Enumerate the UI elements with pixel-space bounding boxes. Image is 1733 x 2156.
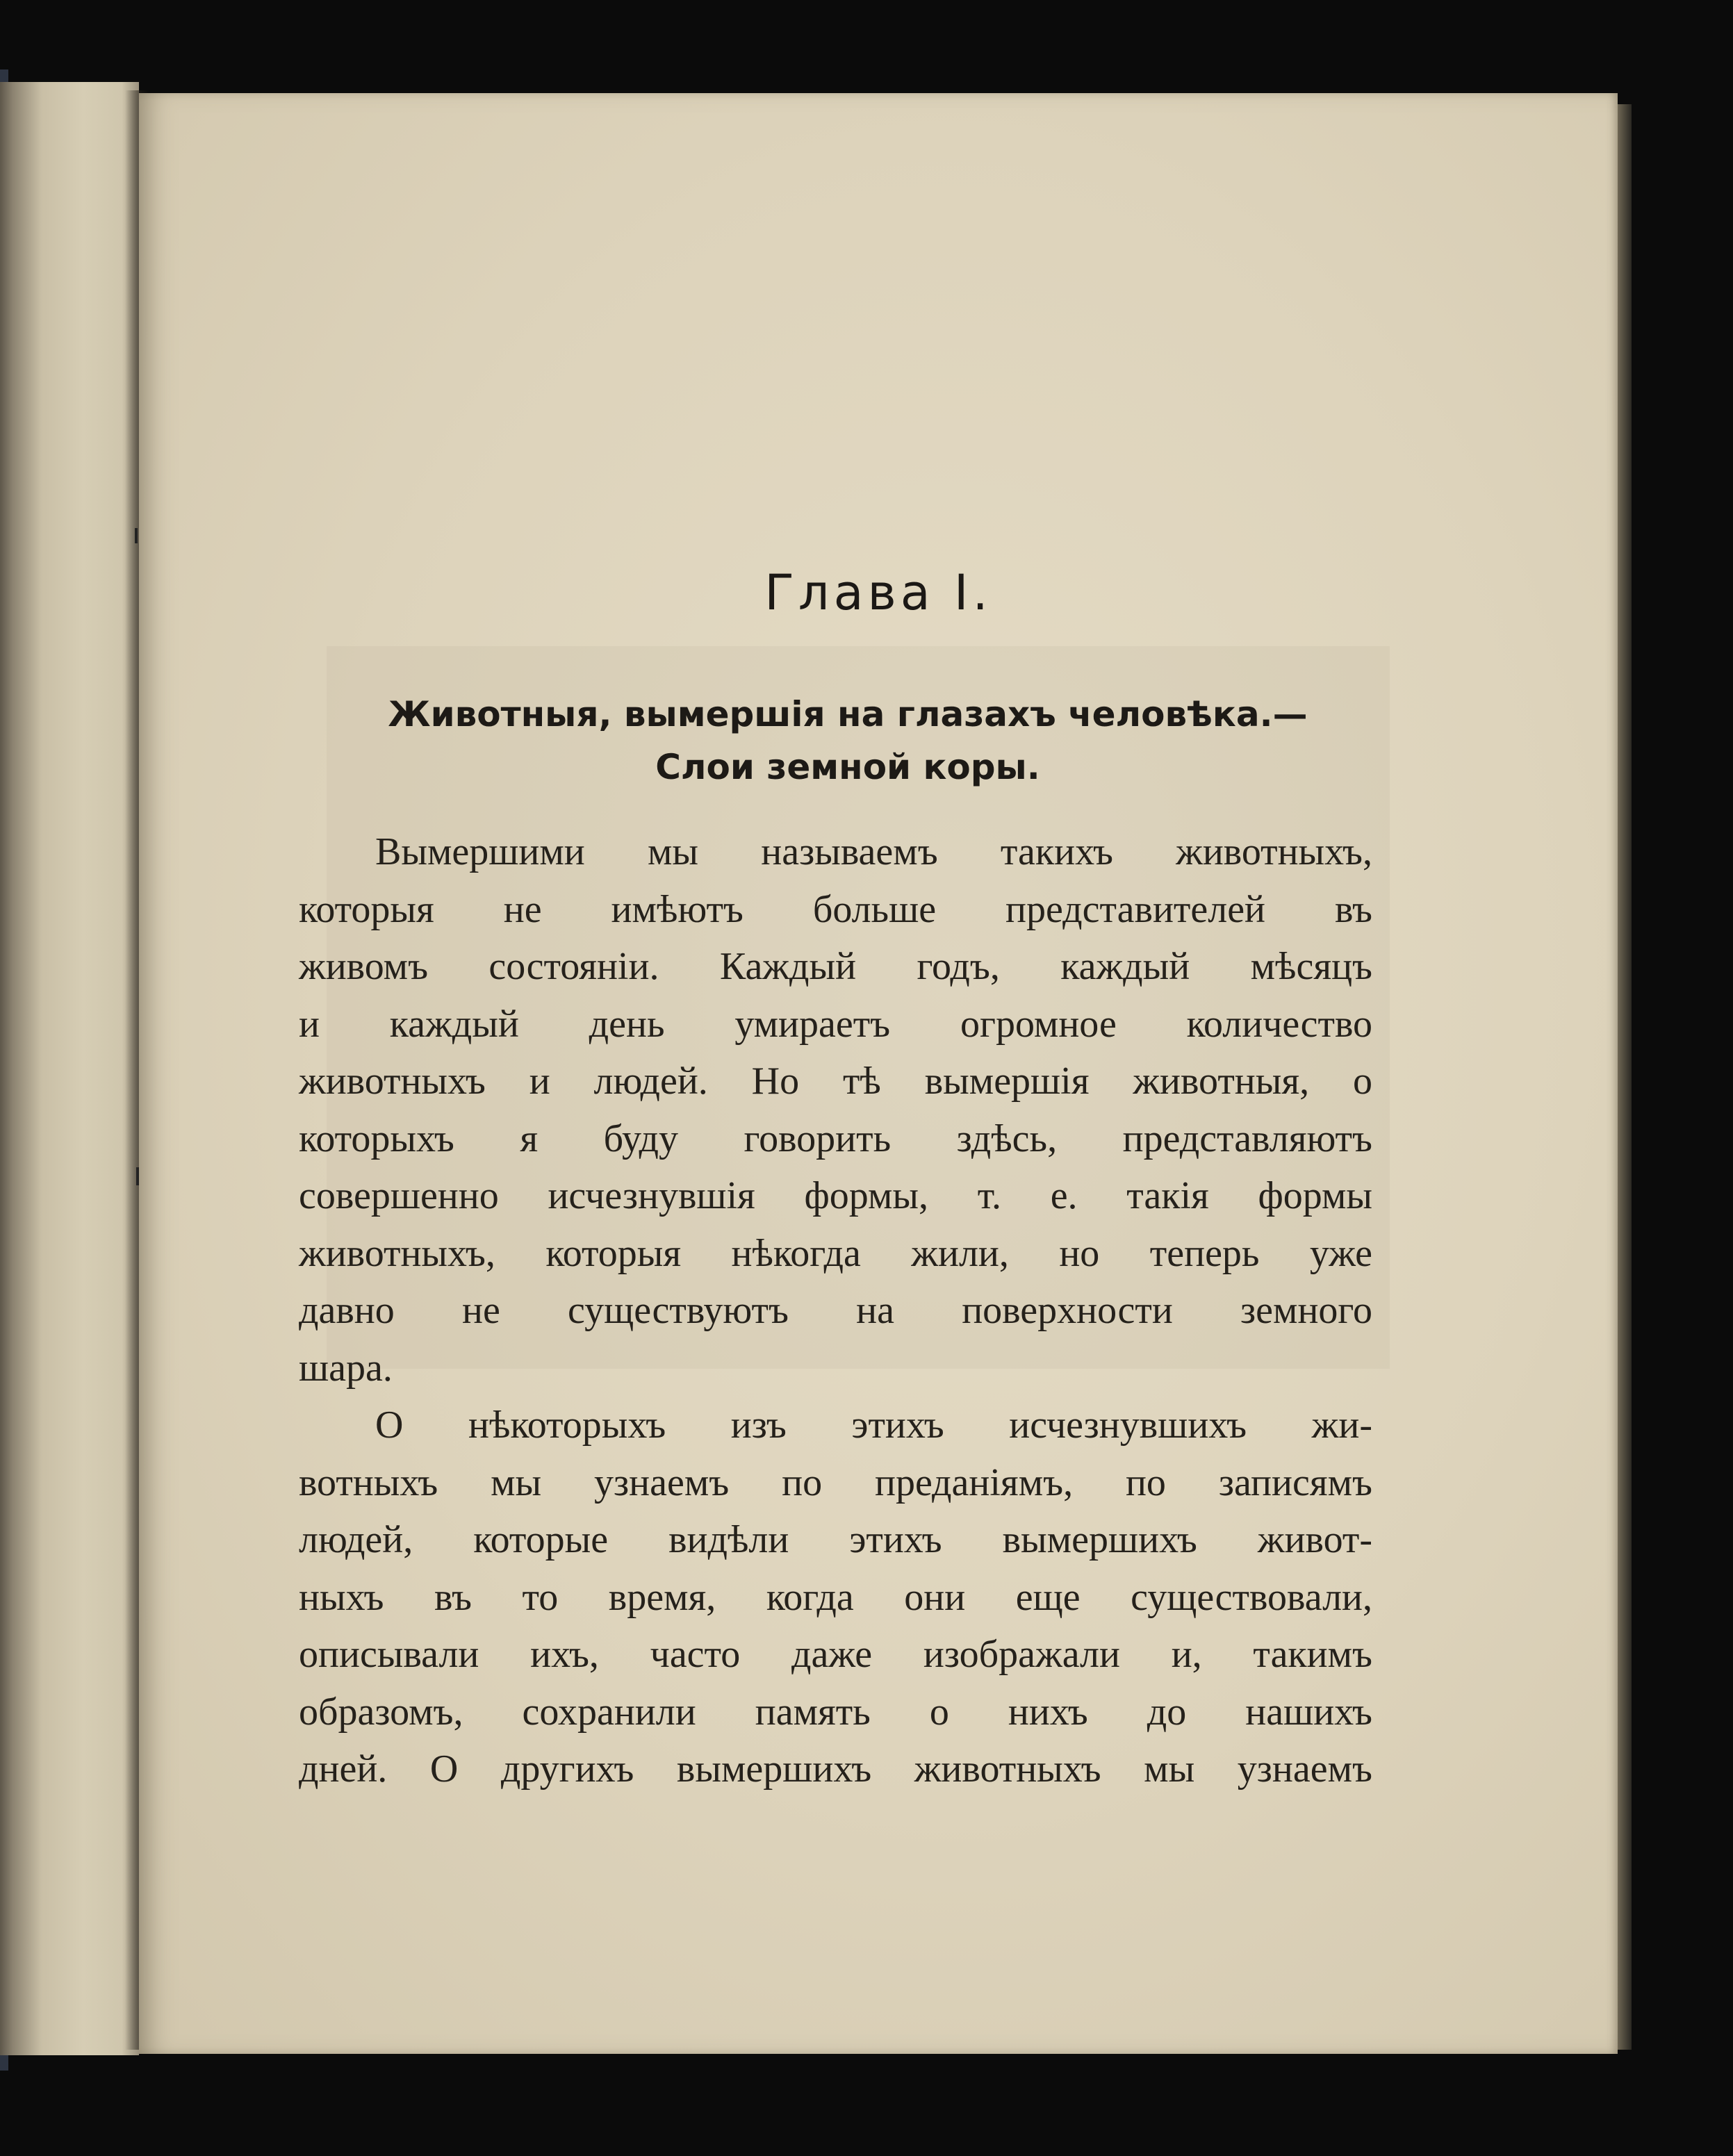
text-line: людей, которые видѣли этихъ вымершихъ живот-: [299, 1518, 1372, 1561]
text-line: которыхъ я буду говорить здѣсь, представляютъ: [299, 1117, 1372, 1160]
text-line: дней. О другихъ вымершихъ животныхъ мы узнаемъ: [299, 1747, 1372, 1791]
left-page: [0, 82, 139, 2055]
text-line: О нѣкоторыхъ изъ этихъ исчезнувшихъ жи-: [375, 1404, 1372, 1447]
body-text: [299, 823, 1372, 1798]
text-line: животныхъ и людей. Но тѣ вымершiя животныя, о: [299, 1060, 1372, 1103]
text-line: шара.: [299, 1346, 393, 1390]
text-line: и каждый день умираетъ огромное количество: [299, 1002, 1372, 1046]
text-line: давно не существуютъ на поверхности земного: [299, 1289, 1372, 1332]
text-line: которыя не имѣютъ больше представителей въ: [299, 887, 1372, 931]
margin-mark: [135, 528, 138, 543]
subtitle-line-1: Животныя, вымершiя на глазахъ человѣка.—: [388, 694, 1308, 734]
text-line: совершенно исчезнувшiя формы, т. е. такiя формы: [299, 1174, 1372, 1217]
subtitle-line-2: Слои земной коры.: [655, 747, 1040, 787]
chapter-subtitle: [292, 688, 1404, 793]
text-line: ныхъ въ то время, когда они еще существовали,: [299, 1575, 1372, 1619]
text-line: животныхъ, которыя нѣкогда жили, но теперь уже: [299, 1231, 1372, 1275]
right-page-edge: [1618, 104, 1632, 2050]
text-line: образомъ, сохранили память о нихъ до нашихъ: [299, 1690, 1372, 1734]
text-line: описывали ихъ, часто даже изображали и, такимъ: [299, 1633, 1372, 1676]
chapter-title: Глава I.: [764, 564, 992, 621]
text-line: Вымершими мы называемъ такихъ животныхъ,: [375, 830, 1372, 873]
margin-mark: [136, 1167, 139, 1185]
text-line: вотныхъ мы узнаемъ по преданiямъ, по записямъ: [299, 1460, 1372, 1504]
text-line: живомъ состоянiи. Каждый годъ, каждый мѣсяцъ: [299, 945, 1372, 988]
